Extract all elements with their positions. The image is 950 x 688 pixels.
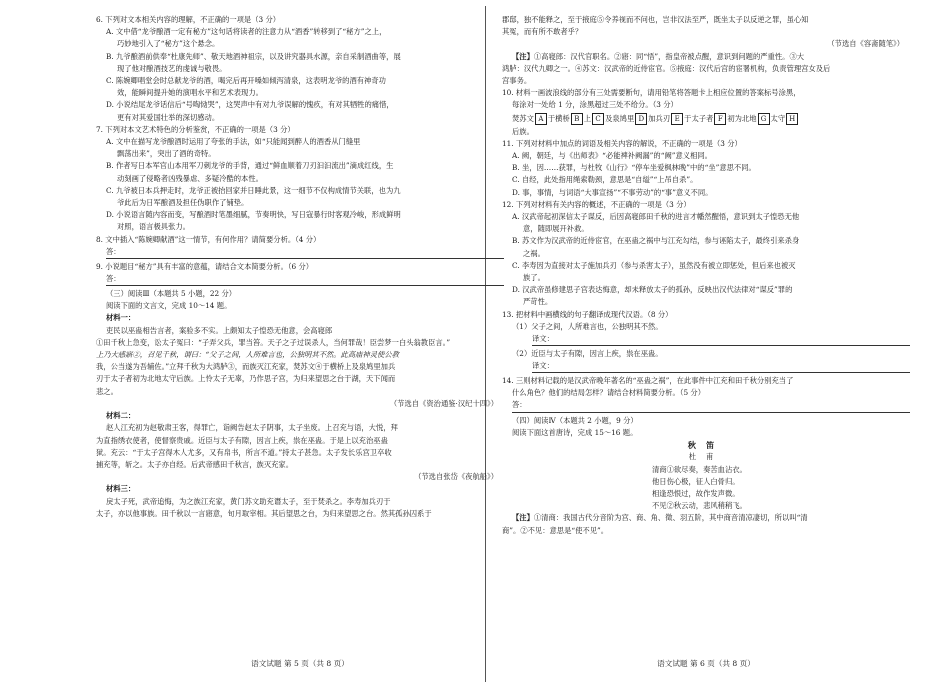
section-4-intro: 阅读下面这首唐诗，完成 15～16 题。: [512, 427, 638, 437]
note-line: 宫事务。: [502, 76, 532, 86]
q6-option-c-cont: 效，能瞬间提升她的演唱水平和艺术表现力。: [117, 88, 263, 98]
material-1-line: 刃于太子者初为北地太守后族。上怜太子无辜，乃作思子宫，为归来望思之台于湖，天下闻而: [96, 374, 396, 384]
answer-label: 答：: [106, 246, 123, 258]
q6-option-c: C. 陈婉卿唱堂会时总献龙爷的酒，喝完后再开嗓如倾泻清泉，这表明龙爷的酒有神奇功: [106, 76, 386, 86]
section-4-title: （四）阅读Ⅳ（本题共 2 小题，9 分）: [512, 415, 638, 425]
material-1-line: 悲之。: [96, 386, 118, 396]
material-1-line: ①田千秋上急变，讼太子冤曰：“子弄父兵，罪当笞。天子之子过误杀人，当何罪哉！臣尝梦一白头翁教臣言。”: [96, 337, 451, 347]
material-3-line: 太子，亦以他事族。田千秋以一言寤意，旬月取宰相。其后望思之台，为归来望思之台。然其孤孙囚系于: [96, 508, 432, 518]
q6-option-a: A. 文中借“龙爷酿酒一定有秘方”这句话将读者的注意力从“酒香”转移到了“秘方”之上，: [106, 27, 387, 37]
page-footer: 语文试题 第 6 页（共 8 页）: [657, 658, 755, 668]
q11-option-c: C. 自经，此处指用绳索勒颈，意思是“自缢”“上吊自杀”。: [512, 175, 698, 185]
page-6: [502, 14, 910, 676]
q12-option-c-cont: 族了。: [523, 273, 545, 283]
poem-title: 秋笛: [687, 440, 725, 451]
q10-segment-end: 后族。: [512, 126, 534, 136]
section-3-title: （三）阅读Ⅲ（本题共 5 小题，22 分）: [106, 289, 237, 299]
q11-option-b: B. 坐，因……获罪，与杜牧《山行》“停车坐爱枫林晚”中的“坐”意思不同。: [512, 163, 756, 173]
q9-answer-line[interactable]: [106, 274, 504, 286]
material-3-cont: 其冤，而有所不敢者乎？: [502, 27, 583, 37]
material-2-source: （节选自张岱《夜航船》）: [414, 472, 498, 482]
q10-box-h[interactable]: H: [786, 113, 798, 125]
q12-option-d-cont: 严苛性。: [523, 297, 553, 307]
q7-option-c-cont: 爷此后为日军酿酒及担任伪职作了铺垫。: [117, 198, 249, 208]
q10-box-c[interactable]: C: [592, 113, 604, 125]
translation-label: 译文：: [532, 333, 556, 345]
q12-option-b: B. 苏文作为汉武帝的近侍宦官，在巫蛊之祸中与江充勾结，参与诬陷太子，最终引来杀身: [512, 236, 800, 246]
q10-box-f[interactable]: F: [714, 113, 726, 125]
q7-stem: 7. 下列对本文艺术特色的分析鉴赏，不正确的一项是（3 分）: [96, 124, 295, 134]
q14-stem: 14. 三则材料记载的是汉武帝晚年著名的“巫蛊之祸”，在此事件中江充和田千秋分别充当了: [502, 376, 794, 386]
q14-answer-line[interactable]: [512, 401, 910, 413]
q10-segment: 初为北地: [727, 113, 757, 123]
q8-answer-line[interactable]: [106, 247, 504, 259]
q10-segmented-sentence: [502, 112, 910, 126]
note-line: ①高寝郎：汉代官职名。②寤：同“悟”，指皇帝被点醒，意识到问题的严重性。③大: [533, 51, 805, 61]
q7-option-b-cont: 动刻画了侵略者凶残暴虐、多疑冷酷的本性。: [117, 173, 263, 183]
material-3-label: 材料三：: [106, 484, 136, 494]
q11-option-a: A. 阙，朝廷，与《出师表》“必能裨补阙漏”的“阙”意义相同。: [512, 151, 712, 161]
q7-option-a: A. 文中在描写龙爷酿酒时运用了夸张的手法，如“只能闻到醉人的酒香从门缝里: [106, 137, 361, 147]
q12-option-d: D. 汉武帝虽修建思子宫表达悔意，却未释放太子的孤孙，反映出汉代法律对“谋反”罪的: [512, 285, 793, 295]
q13-stem: 13. 把材料中画横线的句子翻译成现代汉语。（8 分）: [502, 309, 673, 319]
material-3-source: （节选自《容斋随笔》）: [827, 39, 904, 49]
section-3-intro: 阅读下面的文言文，完成 10～14 题。: [106, 301, 232, 311]
q6-option-d-cont: 更有对其爱国壮举的深切感动。: [117, 112, 220, 122]
q10-stem: 10. 材料一画波浪线的部分有三处需要断句，请用铅笔将答题卡上相应位置的答案标号涂黑，: [502, 88, 801, 98]
poem-note-line: ①清商：我国古代分音阶为宫、商、角、徵、羽五阶，其中商音清凉凄切，所以叫“清: [533, 513, 808, 523]
q11-option-d: D. 事，事情，与词语“大事宣扬”“不事劳动”的“事”意义不同。: [512, 187, 713, 197]
translation-label: 译文：: [532, 360, 556, 372]
q10-segment: 上: [583, 113, 592, 123]
q13-1-answer-line[interactable]: [532, 334, 910, 346]
q10-box-d[interactable]: D: [635, 113, 647, 125]
poem-line: 相逢恐恨过，故作发声微。: [652, 488, 740, 498]
q14-stem-cont: 什么角色？他们的结局怎样？请结合材料简要分析。（5 分）: [512, 388, 706, 398]
q10-box-b[interactable]: B: [571, 113, 583, 125]
q6-option-a-cont: 巧妙地引入了“秘方”这个悬念。: [117, 39, 220, 49]
material-2-label: 材料二：: [106, 411, 136, 421]
q10-segment: 及泉鸠里: [605, 113, 635, 123]
q13-2-answer-line[interactable]: [532, 361, 910, 373]
q12-option-b-cont: 之祸。: [523, 248, 545, 258]
q12-option-a-cont: 意，随即展开补救。: [523, 224, 589, 234]
q7-option-b: B. 作者写日本军官山本用军刀刺龙爷的手背，通过“鲜血顺着刀刃汩汩流出”滴成红线，生: [106, 161, 394, 171]
q10-segment: 焚苏文: [512, 113, 534, 123]
q10-box-g[interactable]: G: [758, 113, 770, 125]
q7-option-c: C. 九爷被日本兵押走时，龙爷正被抬回家并日睡此景，这一细节不仅构成情节关联，也为九: [106, 185, 401, 195]
note-line: 鸿胪：汉代九卿之一。④苏文：汉武帝的近侍宦官。⑤掖庭：汉代后宫的宦署机构，负责管理宫女及后: [502, 63, 831, 73]
material-3-line: 戾太子死，武帝追悔，为之族江充家，黄门苏文助充谮太子，至于焚杀之。李寿加兵刃于: [106, 496, 391, 506]
note-label: 【注】: [512, 51, 534, 61]
q7-option-d-cont: 对照，语言极具张力。: [117, 222, 190, 232]
material-1-line: 吏民以巫蛊相告言者，案验多不实。上颇知太子惶恐无他意，会高寝郎: [106, 325, 333, 335]
q13-part-1: （1）父子之间，人所难言也，公独明其不然。: [512, 321, 663, 331]
q10-box-e[interactable]: E: [671, 113, 683, 125]
answer-label: 答：: [106, 273, 123, 285]
q12-option-a: A. 汉武帝起初深信太子谋反，后因高寝郎田千秋的进言才幡然醒悟，意识到太子惶恐无他: [512, 212, 800, 222]
q10-segment: 于太子者: [684, 113, 714, 123]
material-2-line: 赵人江充初为赵敬肃王客，得罪亡，诣阙告赵太子阴事，太子坐废。上召充与语，大悦，拜: [106, 423, 398, 433]
poem-note-line: 商”。②不见：意思是“使不见”。: [502, 525, 609, 535]
poem-note-label: 【注】: [512, 513, 534, 523]
poem-author: 杜甫: [688, 452, 724, 462]
poem-line: 不见②秋云动，悲风稍稍飞。: [652, 501, 747, 511]
q6-stem: 6. 下列对文本相关内容的理解，不正确的一项是（3 分）: [96, 15, 281, 24]
q10-box-a[interactable]: A: [535, 113, 547, 125]
q11-stem: 11. 下列对材料中加点的词语及相关内容的解说，不正确的一项是（3 分）: [502, 138, 742, 148]
q6-option-b: B. 九爷酿酒前供奉“杜康先师”、敬天地酒神祖宗，以及讲究器具水源，亲自采制酒曲等，展: [106, 51, 401, 61]
q6-option-d: D. 小说结尾龙爷话信后“号啕恸哭”，这哭声中有对九爷误解的愧疚，有对其牺牲的痛惜，: [106, 100, 394, 110]
material-1-source: （节选自《资治通鉴·汉纪十四》）: [389, 398, 498, 408]
q10-segment: 于横桥: [547, 113, 570, 123]
q10-segment: 太守: [770, 113, 786, 123]
poem-line: 清商①欲尽奏，奏苦血沾衣。: [652, 464, 747, 474]
material-1-line: 我，公当遂为吾辅佐。”立拜千秋为大鸿胪③，而族灭江充家，焚苏文④于横桥上及泉鸠里加兵: [96, 362, 396, 372]
q10-stem-cont: 每涂对一处给 1 分，涂黑超过三处不给分。（3 分）: [512, 100, 678, 110]
answer-label: 答：: [512, 399, 529, 411]
material-1-line: 上乃大感寤②，召见千秋，谓曰：“父子之间，人所难言也，公独明其不然。此高庙神灵使公教: [96, 350, 399, 360]
q13-part-2: （2）近臣与太子有隙，因言上疾，祟在巫蛊。: [512, 349, 663, 359]
q10-segment: 加兵刃: [648, 113, 671, 123]
material-3-cont: 郡邸，独不能释之，至于掖庭⑤令养视而不问也，岂非汉法至严，既坐太子以反逆之罪，虽心知: [502, 15, 809, 24]
q7-option-a-cont: 飘荡出来”，突出了酒的奇特。: [117, 149, 216, 159]
q9-stem: 9. 小说题目“秘方”具有丰富的意蕴，请结合文本简要分析。（6 分）: [96, 261, 314, 271]
material-2-line: 为直指绣衣使者，使督察贵戚。近臣与太子有隙，因言上疾，祟在巫蛊。于是上以充治巫蛊: [96, 435, 388, 445]
material-1-label: 材料一：: [106, 313, 136, 323]
page-5: [96, 14, 504, 676]
q6-option-b-cont: 现了他对酿酒技艺的虔诚与敬畏。: [117, 63, 227, 73]
poem-line: 他日伤心极，征人白骨归。: [652, 476, 740, 486]
q12-stem: 12. 下列对材料有关内容的概述，不正确的一项是（3 分）: [502, 199, 691, 209]
q8-stem: 8. 文中插入“陈婉卿献酒”这一情节，有何作用？请简要分析。（4 分）: [96, 234, 321, 244]
page-footer: 语文试题 第 5 页（共 8 页）: [251, 658, 349, 668]
material-2-line: 狱。充云：“于太子宫得木人尤多，又有帛书，所言不道。”持太子甚急。太子发长乐宫卫卒收: [96, 447, 392, 457]
q7-option-d: D. 小说语言随内容而变，写酿酒时笔墨细腻，节奏明快，写日寇暴行时客观冷峻，形成鲜明: [106, 210, 401, 220]
material-2-line: 捕充等，斩之。太子亦自经。后武帝感田千秋言，族灭充家。: [96, 459, 294, 469]
q12-option-c: C. 李寿因为直接对太子施加兵刃（参与杀害太子），虽然没有被立即惩处，但后来也被灭: [512, 260, 796, 270]
